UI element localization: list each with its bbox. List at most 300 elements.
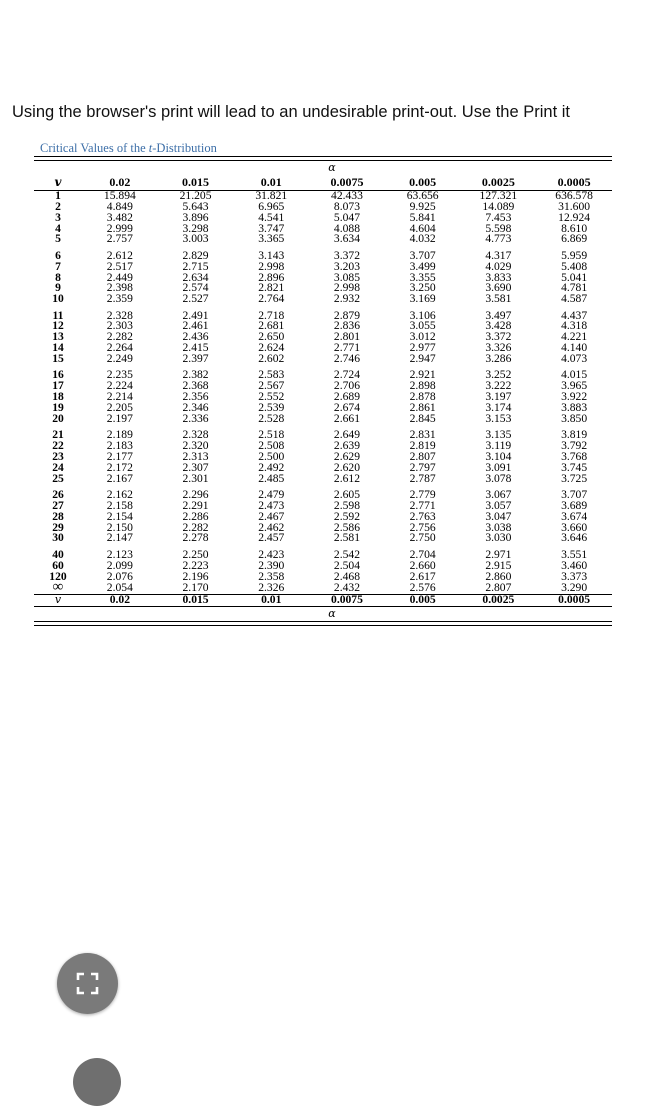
value-cell: 2.724: [333, 368, 360, 382]
value-cell: 2.250: [182, 547, 209, 561]
value-cell: 2.861: [409, 400, 436, 414]
value-cell: 2.205: [106, 400, 133, 414]
value-cell: 2.681: [258, 319, 285, 333]
value-cell: 2.462: [258, 520, 285, 534]
value-cell: 3.153: [485, 411, 512, 425]
value-cell: 3.038: [485, 520, 512, 534]
value-cell: 2.829: [182, 248, 209, 262]
value-cell: 3.768: [561, 449, 588, 463]
value-cell: 2.504: [333, 558, 360, 572]
value-cell: 2.313: [182, 449, 209, 463]
value-cell: 2.801: [333, 330, 360, 344]
value-cell: 2.586: [333, 520, 360, 534]
value-cell: 2.576: [409, 580, 436, 594]
secondary-floating-button[interactable]: [73, 1058, 121, 1106]
value-cell: 2.359: [106, 292, 133, 306]
value-cell: 2.602: [258, 352, 285, 365]
value-cell: 3.174: [485, 400, 512, 414]
value-cell: 31.821: [255, 189, 288, 202]
value-cell: 3.078: [485, 471, 512, 485]
column-footer-2: 0.01: [233, 595, 309, 606]
value-cell: 3.012: [409, 330, 436, 344]
table-body: [34, 191, 612, 595]
table-row: [34, 234, 612, 245]
value-cell: 3.482: [106, 210, 133, 224]
value-cell: 2.398: [106, 281, 133, 295]
value-cell: 42.433: [331, 189, 363, 202]
value-cell: 2.898: [409, 379, 436, 393]
value-cell: 2.878: [409, 390, 436, 404]
value-cell: 4.317: [485, 248, 512, 262]
value-cell: 2.715: [182, 259, 209, 273]
value-cell: 2.977: [409, 341, 436, 355]
column-footer-4: 0.005: [385, 595, 461, 606]
value-cell: 2.282: [182, 520, 209, 534]
value-cell: 4.032: [409, 232, 436, 246]
alpha-header-label: α: [328, 161, 336, 174]
value-cell: 2.612: [333, 471, 360, 485]
value-cell: 2.235: [106, 368, 133, 382]
df-cell: 19: [52, 400, 64, 414]
value-cell: 2.896: [258, 270, 285, 284]
value-cell: 3.660: [561, 520, 588, 534]
df-cell: 60: [52, 558, 64, 572]
alpha-footer-label: α: [328, 607, 336, 621]
column-header-1: 0.015: [158, 175, 234, 191]
value-cell: 2.947: [409, 352, 436, 365]
value-cell: 3.551: [561, 547, 588, 561]
value-cell: 4.604: [409, 221, 436, 235]
value-cell: 2.358: [258, 569, 285, 583]
caption-suffix: -Distribution: [152, 141, 217, 155]
bottom-double-rule: [34, 621, 612, 626]
value-cell: 2.224: [106, 379, 133, 393]
value-cell: 5.047: [333, 210, 360, 224]
value-cell: 2.415: [182, 341, 209, 355]
value-cell: 2.518: [258, 428, 285, 442]
value-cell: 2.706: [333, 379, 360, 393]
df-cell: 6: [55, 248, 61, 262]
value-cell: 3.581: [485, 292, 512, 306]
value-cell: 3.372: [333, 248, 360, 262]
df-cell: 12: [52, 319, 64, 333]
value-cell: 636.578: [555, 189, 593, 202]
df-cell: 2: [55, 199, 61, 213]
infinity-symbol: ∞: [52, 579, 64, 596]
value-cell: 3.499: [409, 259, 436, 273]
value-cell: 9.925: [409, 199, 436, 213]
value-cell: 2.196: [182, 569, 209, 583]
value-cell: 2.517: [106, 259, 133, 273]
value-cell: 2.674: [333, 400, 360, 414]
value-cell: 2.552: [258, 390, 285, 404]
value-cell: 4.849: [106, 199, 133, 213]
caption-variable: t: [148, 141, 153, 155]
column-footer-6: 0.0005: [536, 595, 612, 606]
value-cell: 2.177: [106, 449, 133, 463]
value-cell: 5.408: [561, 259, 588, 273]
value-cell: 2.639: [333, 439, 360, 453]
df-cell: 1: [55, 189, 61, 202]
value-cell: 2.449: [106, 270, 133, 284]
value-cell: 2.583: [258, 368, 285, 382]
df-cell: 7: [55, 259, 61, 273]
value-cell: 2.492: [258, 460, 285, 474]
value-cell: 2.998: [333, 281, 360, 295]
footer-row: [34, 595, 612, 606]
df-cell: 9: [55, 281, 61, 295]
df-cell: 21: [52, 428, 64, 442]
value-cell: 2.999: [106, 221, 133, 235]
df-cell: 27: [52, 498, 64, 512]
caption-prefix: Critical Values of the: [40, 141, 149, 155]
critical-values-table: [34, 175, 612, 606]
value-cell: 4.088: [333, 221, 360, 235]
value-cell: 2.223: [182, 558, 209, 572]
value-cell: 12.924: [558, 210, 591, 224]
value-cell: 2.539: [258, 400, 285, 414]
value-cell: 3.104: [485, 449, 512, 463]
value-cell: 2.303: [106, 319, 133, 333]
value-cell: 3.646: [561, 531, 588, 545]
value-cell: 4.140: [561, 341, 588, 355]
value-cell: 2.581: [333, 531, 360, 545]
value-cell: 2.123: [106, 547, 133, 561]
value-cell: 2.264: [106, 341, 133, 355]
value-cell: 2.291: [182, 498, 209, 512]
value-cell: 3.197: [485, 390, 512, 404]
value-cell: 3.290: [561, 580, 588, 594]
value-cell: 3.922: [561, 390, 588, 404]
value-cell: 5.841: [409, 210, 436, 224]
value-cell: 2.527: [182, 292, 209, 306]
value-cell: 3.055: [409, 319, 436, 333]
value-cell: 2.485: [258, 471, 285, 485]
value-cell: 2.617: [409, 569, 436, 583]
value-cell: 2.836: [333, 319, 360, 333]
value-cell: 3.747: [258, 221, 285, 235]
value-cell: 2.932: [333, 292, 360, 306]
column-header-5: 0.0025: [461, 175, 537, 191]
df-cell: 18: [52, 390, 64, 404]
value-cell: 2.162: [106, 488, 133, 502]
value-cell: 3.286: [485, 352, 512, 365]
value-cell: 2.542: [333, 547, 360, 561]
df-cell: 22: [52, 439, 64, 453]
column-header-2: 0.01: [233, 175, 309, 191]
table-row: [34, 294, 612, 305]
value-cell: 3.707: [409, 248, 436, 262]
df-cell: 3: [55, 210, 61, 224]
t-distribution-document: [34, 141, 612, 626]
value-cell: 2.624: [258, 341, 285, 355]
value-cell: 2.650: [258, 330, 285, 344]
value-cell: 2.150: [106, 520, 133, 534]
value-cell: 2.757: [106, 232, 133, 246]
value-cell: 2.158: [106, 498, 133, 512]
value-cell: 2.296: [182, 488, 209, 502]
df-cell: 23: [52, 449, 64, 463]
value-cell: 2.998: [258, 259, 285, 273]
value-cell: 6.869: [561, 232, 588, 246]
value-cell: 2.076: [106, 569, 133, 583]
value-cell: 2.750: [409, 531, 436, 545]
value-cell: 2.807: [409, 449, 436, 463]
df-cell: 25: [52, 471, 64, 485]
value-cell: 2.718: [258, 308, 285, 322]
value-cell: 2.567: [258, 379, 285, 393]
value-cell: 2.479: [258, 488, 285, 502]
value-cell: 2.467: [258, 509, 285, 523]
value-cell: 4.437: [561, 308, 588, 322]
value-cell: 2.278: [182, 531, 209, 545]
value-cell: 2.971: [485, 547, 512, 561]
value-cell: 2.170: [182, 580, 209, 594]
value-cell: 3.119: [485, 439, 512, 453]
value-cell: 2.197: [106, 411, 133, 425]
df-cell: 10: [52, 292, 64, 306]
value-cell: 31.600: [558, 199, 591, 213]
value-cell: 15.894: [103, 189, 136, 202]
df-cell: 16: [52, 368, 64, 382]
value-cell: 5.598: [485, 221, 512, 235]
value-cell: 2.154: [106, 509, 133, 523]
df-cell: 20: [52, 411, 64, 425]
value-cell: 3.135: [485, 428, 512, 442]
value-cell: 3.143: [258, 248, 285, 262]
value-cell: 2.054: [106, 580, 133, 594]
value-cell: 3.372: [485, 330, 512, 344]
table-caption: [34, 141, 612, 156]
value-cell: 3.819: [561, 428, 588, 442]
column-header-6: 0.0005: [536, 175, 612, 191]
value-cell: 2.099: [106, 558, 133, 572]
print-notice: Using the browser's print will lead to an undesirable print-out. Use the Print it: [12, 103, 571, 121]
value-cell: 3.067: [485, 488, 512, 502]
value-cell: 3.222: [485, 379, 512, 393]
value-cell: 3.745: [561, 460, 588, 474]
value-cell: 2.286: [182, 509, 209, 523]
value-cell: 8.073: [333, 199, 360, 213]
value-cell: 2.214: [106, 390, 133, 404]
value-cell: 2.821: [258, 281, 285, 295]
value-cell: 3.030: [485, 531, 512, 545]
df-cell: 14: [52, 341, 64, 355]
value-cell: 3.674: [561, 509, 588, 523]
value-cell: 4.015: [561, 368, 588, 382]
value-cell: 2.346: [182, 400, 209, 414]
value-cell: 14.089: [482, 199, 515, 213]
value-cell: 4.318: [561, 319, 588, 333]
value-cell: 2.779: [409, 488, 436, 502]
value-cell: 2.661: [333, 411, 360, 425]
value-cell: 2.167: [106, 471, 133, 485]
value-cell: 2.620: [333, 460, 360, 474]
value-cell: 5.041: [561, 270, 588, 284]
value-cell: 4.773: [485, 232, 512, 246]
value-cell: 2.328: [106, 308, 133, 322]
value-cell: 3.690: [485, 281, 512, 295]
value-cell: 2.436: [182, 330, 209, 344]
value-cell: 2.612: [106, 248, 133, 262]
df-cell: 24: [52, 460, 64, 474]
table-row: [34, 414, 612, 425]
value-cell: 2.605: [333, 488, 360, 502]
value-cell: 3.365: [258, 232, 285, 246]
value-cell: 2.307: [182, 460, 209, 474]
value-cell: 3.250: [409, 281, 436, 295]
table-row: [34, 533, 612, 544]
value-cell: 3.883: [561, 400, 588, 414]
value-cell: 2.528: [258, 411, 285, 425]
table-row: [34, 474, 612, 485]
value-cell: 2.508: [258, 439, 285, 453]
value-cell: 3.003: [182, 232, 209, 246]
value-cell: 3.085: [333, 270, 360, 284]
value-cell: 2.183: [106, 439, 133, 453]
value-cell: 3.057: [485, 498, 512, 512]
value-cell: 2.368: [182, 379, 209, 393]
value-cell: 2.473: [258, 498, 285, 512]
value-cell: 2.423: [258, 547, 285, 561]
value-cell: 2.592: [333, 509, 360, 523]
df-cell: 28: [52, 509, 64, 523]
df-cell: 29: [52, 520, 64, 534]
value-cell: 2.326: [258, 580, 285, 594]
value-cell: 2.457: [258, 531, 285, 545]
value-cell: 2.831: [409, 428, 436, 442]
df-cell: 5: [55, 232, 61, 246]
value-cell: 5.959: [561, 248, 588, 262]
value-cell: 3.047: [485, 509, 512, 523]
value-cell: 2.845: [409, 411, 436, 425]
value-cell: 4.073: [561, 352, 588, 365]
value-cell: 2.500: [258, 449, 285, 463]
value-cell: 2.763: [409, 509, 436, 523]
value-cell: 2.468: [333, 569, 360, 583]
value-cell: 2.382: [182, 368, 209, 382]
table-row: [34, 354, 612, 365]
value-cell: 3.634: [333, 232, 360, 246]
value-cell: 3.091: [485, 460, 512, 474]
df-cell: 17: [52, 379, 64, 393]
value-cell: 2.704: [409, 547, 436, 561]
value-cell: 2.819: [409, 439, 436, 453]
value-cell: 2.598: [333, 498, 360, 512]
value-cell: 2.660: [409, 558, 436, 572]
value-cell: 3.460: [561, 558, 588, 572]
value-cell: 6.965: [258, 199, 285, 213]
value-cell: 8.610: [561, 221, 588, 235]
value-cell: 4.029: [485, 259, 512, 273]
df-cell: 26: [52, 488, 64, 502]
value-cell: 2.771: [333, 341, 360, 355]
value-cell: 2.189: [106, 428, 133, 442]
value-cell: 3.850: [561, 411, 588, 425]
value-cell: 3.725: [561, 471, 588, 485]
value-cell: 2.787: [409, 471, 436, 485]
df-cell: 4: [55, 221, 61, 235]
value-cell: 127.321: [479, 189, 518, 202]
value-cell: 2.390: [258, 558, 285, 572]
df-cell: 40: [52, 547, 64, 561]
value-cell: 2.807: [485, 580, 512, 594]
value-cell: 2.356: [182, 390, 209, 404]
value-cell: 3.169: [409, 292, 436, 306]
fullscreen-button[interactable]: [57, 953, 118, 1014]
df-cell: 30: [52, 531, 64, 545]
value-cell: 3.106: [409, 308, 436, 322]
column-header-4: 0.005: [385, 175, 461, 191]
value-cell: 4.587: [561, 292, 588, 306]
value-cell: 21.205: [179, 189, 212, 202]
value-cell: 2.397: [182, 352, 209, 365]
value-cell: 4.781: [561, 281, 588, 295]
df-cell: 11: [52, 308, 64, 322]
value-cell: 3.298: [182, 221, 209, 235]
column-header-0: 0.02: [82, 175, 158, 191]
value-cell: 3.965: [561, 379, 588, 393]
value-cell: 2.797: [409, 460, 436, 474]
column-header-3: 0.0075: [309, 175, 385, 191]
value-cell: 2.336: [182, 411, 209, 425]
value-cell: 4.541: [258, 210, 285, 224]
value-cell: 2.328: [182, 428, 209, 442]
column-footer-0: 0.02: [82, 595, 158, 606]
value-cell: 2.574: [182, 281, 209, 295]
value-cell: 63.656: [406, 189, 439, 202]
value-cell: 3.833: [485, 270, 512, 284]
value-cell: 2.491: [182, 308, 209, 322]
value-cell: 2.432: [333, 580, 360, 594]
value-cell: 2.756: [409, 520, 436, 534]
value-cell: 3.252: [485, 368, 512, 382]
value-cell: 2.320: [182, 439, 209, 453]
df-cell: 13: [52, 330, 64, 344]
value-cell: 2.746: [333, 352, 360, 365]
value-cell: 3.326: [485, 341, 512, 355]
value-cell: 7.453: [485, 210, 512, 224]
value-cell: 2.921: [409, 368, 436, 382]
value-cell: 2.860: [485, 569, 512, 583]
value-cell: 2.282: [106, 330, 133, 344]
fullscreen-icon: [75, 971, 100, 996]
value-cell: 2.634: [182, 270, 209, 284]
column-footer-5: 0.0025: [461, 595, 537, 606]
df-cell: 15: [52, 352, 64, 365]
column-footer-1: 0.015: [158, 595, 234, 606]
value-cell: 5.643: [182, 199, 209, 213]
value-cell: 2.771: [409, 498, 436, 512]
value-cell: 3.428: [485, 319, 512, 333]
value-cell: 2.879: [333, 308, 360, 322]
value-cell: 3.689: [561, 498, 588, 512]
value-cell: 2.629: [333, 449, 360, 463]
df-cell: 120: [49, 569, 67, 583]
df-cell: 8: [55, 270, 61, 284]
value-cell: 2.915: [485, 558, 512, 572]
value-cell: 3.707: [561, 488, 588, 502]
value-cell: 4.221: [561, 330, 588, 344]
df-footer: v: [34, 595, 82, 606]
value-cell: 3.792: [561, 439, 588, 453]
value-cell: 2.649: [333, 428, 360, 442]
value-cell: 3.497: [485, 308, 512, 322]
value-cell: 2.461: [182, 319, 209, 333]
value-cell: 3.203: [333, 259, 360, 273]
value-cell: 2.301: [182, 471, 209, 485]
value-cell: 2.249: [106, 352, 133, 365]
